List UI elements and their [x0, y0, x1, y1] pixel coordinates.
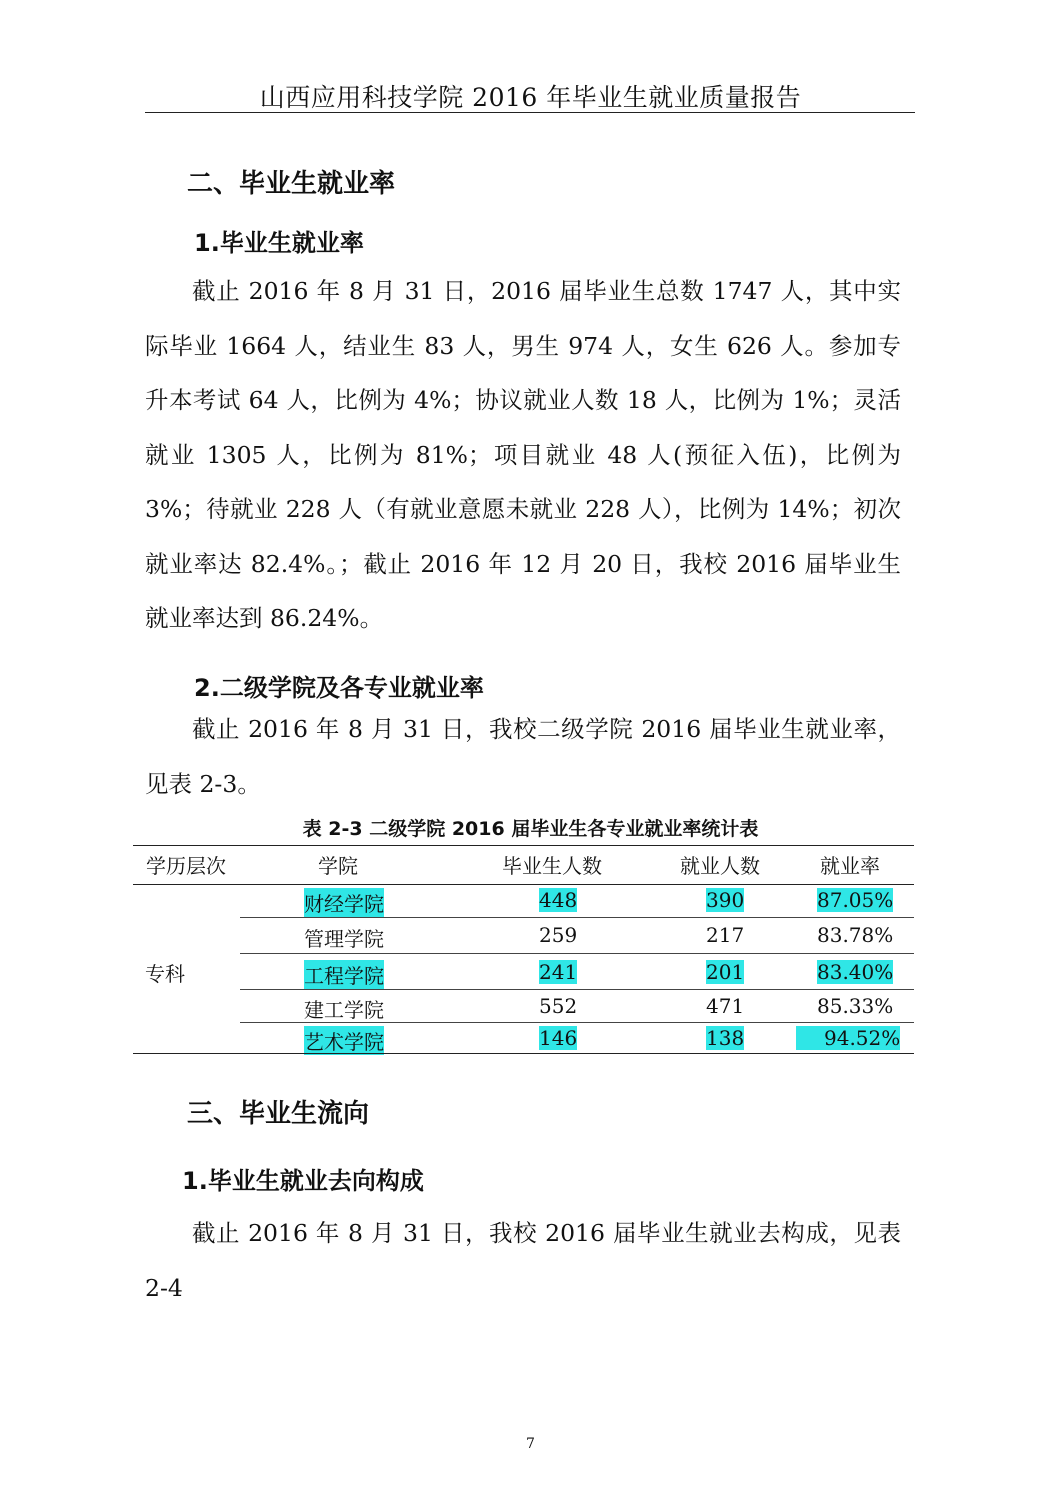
employed-cell: 471 — [706, 994, 745, 1018]
row-divider — [240, 953, 914, 954]
header-employment-rate: 就业率 — [820, 854, 880, 878]
table-top-rule — [133, 845, 914, 846]
rate-cell: 85.33% — [817, 994, 894, 1018]
header-divider — [145, 112, 915, 113]
graduates-cell: 552 — [539, 994, 578, 1018]
rate-cell: 94.52% — [796, 1026, 900, 1050]
graduates-cell: 259 — [539, 923, 578, 947]
graduates-cell: 146 — [539, 1026, 578, 1050]
rate-cell: 83.40% — [817, 960, 894, 984]
college-cell: 工程学院 — [304, 960, 384, 989]
graduates-cell: 241 — [539, 960, 578, 984]
section-heading-graduate-flow: 三、毕业生流向 — [187, 1099, 370, 1129]
paragraph-destination-intro: 截止 2016 年 8 月 31 日，我校 2016 届毕业生就业去构成，见表 2-4 — [145, 1219, 901, 1302]
rate-cell: 83.78% — [817, 923, 894, 947]
page-header-title: 山西应用科技学院 2016 年毕业生就业质量报告 — [259, 83, 802, 112]
employed-cell: 390 — [706, 888, 745, 912]
header-education-level: 学历层次 — [146, 854, 226, 878]
subheading-graduate-employment-rate: 1.毕业生就业率 — [194, 229, 364, 257]
subheading-employment-destination: 1.毕业生就业去向构成 — [182, 1167, 424, 1195]
header-employed-count: 就业人数 — [680, 854, 760, 878]
header-graduate-count: 毕业生人数 — [502, 854, 602, 878]
employed-cell: 138 — [706, 1026, 745, 1050]
employed-cell: 217 — [706, 923, 745, 947]
header-college: 学院 — [318, 854, 358, 878]
education-level-cell: 专科 — [145, 962, 185, 986]
page-number: 7 — [526, 1436, 535, 1452]
college-cell: 财经学院 — [304, 888, 384, 917]
paragraph-college-rate-intro: 截止 2016 年 8 月 31 日，我校二级学院 2016 届毕业生就业率，见表 2-3。 — [145, 715, 901, 798]
rate-cell: 87.05% — [817, 888, 894, 912]
row-divider — [240, 989, 914, 990]
graduates-cell: 448 — [539, 888, 578, 912]
subheading-college-employment-rate: 2.二级学院及各专业就业率 — [194, 674, 484, 702]
college-cell: 艺术学院 — [304, 1026, 384, 1055]
paragraph-employment-summary: 截止 2016 年 8 月 31 日，2016 届毕业生总数 1747 人，其中实际毕业 1664 人，结业生 83 人，男生 974 人，女生 626 人。参加专升本考试 64 人，比例为 4%；协议就业人数 18 人，比例为 1%；灵活就业 1305 人，比例为 81%；项目就业 48 人(预征入伍)，比例为 3%；待就业 228 人（有就业意愿未就业 228 人），比例为 14%；初次就业率达 82.4%。；截止 2016 年 12 月 20 日，我校 2016 届毕业生就业率达到 86.24%。 — [145, 277, 901, 632]
employed-cell: 201 — [706, 960, 745, 984]
table-caption: 表 2-3 二级学院 2016 届毕业生各专业就业率统计表 — [302, 818, 759, 840]
college-cell: 管理学院 — [304, 927, 384, 951]
table-header-rule — [133, 884, 914, 885]
table-bottom-rule — [133, 1053, 914, 1054]
row-divider — [240, 917, 914, 918]
row-divider — [240, 1022, 914, 1023]
section-heading-employment-rate: 二、毕业生就业率 — [187, 169, 396, 199]
college-cell: 建工学院 — [304, 998, 384, 1022]
